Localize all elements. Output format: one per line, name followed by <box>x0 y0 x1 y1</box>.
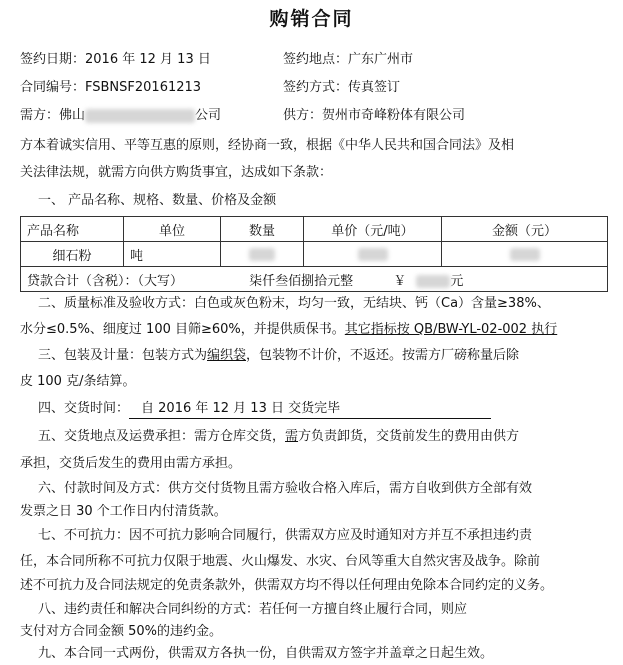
goods-table-header <box>21 217 608 242</box>
sign-method-value: 传真签订 <box>348 80 401 95</box>
seller-label: 供方： <box>283 108 323 123</box>
contract-no-row <box>20 79 201 97</box>
section5-line-1c: 方负责卸货，交货前发生的费用由供方 <box>298 429 520 444</box>
section8-line-2: 支付对方合同金额 50%的违约金。 <box>20 624 223 639</box>
section4-value: 自 2016 年 12 月 13 日 交货完毕 <box>129 400 491 419</box>
section7-line-2: 任，本合同所称不可抗力仅限于地震、火山爆发、水灾、台风等重大自然灾害及战争。除前 <box>20 554 541 569</box>
redacted-buyer-name <box>85 109 195 123</box>
section3-line-2: 皮 100 克/条结算。 <box>20 374 136 389</box>
sign-method-label: 签约方式： <box>283 80 349 95</box>
section2-line-2 <box>20 321 557 339</box>
cell-product-name: 细石粉 <box>21 242 124 267</box>
contract-title: 购销合同 <box>269 8 354 30</box>
section7-line-3: 述不可抗力及合同法规定的免责条款外，供需双方均不得以任何理由免除本合同约定的义务。 <box>20 578 554 593</box>
contract-no-value: FSBNSF20161213 <box>85 80 202 95</box>
goods-table <box>20 216 608 292</box>
redacted-unit-price <box>358 248 388 261</box>
sign-date-value: 2016 年 12 月 13 日 <box>85 52 211 67</box>
contract-no-label: 合同编号： <box>20 80 86 95</box>
section4-line <box>38 400 491 419</box>
buyer-row <box>20 107 221 125</box>
col-quantity: 数量 <box>221 217 304 242</box>
total-cell <box>21 267 608 292</box>
redacted-amount <box>510 248 540 261</box>
section3-line-1a: 三、包装及计量：包装方式为 <box>38 348 208 363</box>
cell-quantity <box>221 242 304 267</box>
total-words: 柒仟叁佰捌拾元整 <box>249 273 354 289</box>
table-row <box>21 242 608 267</box>
total-row <box>21 267 608 292</box>
cell-amount <box>442 242 608 267</box>
seller-row <box>283 107 465 125</box>
cell-unit-price <box>304 242 442 267</box>
seller-value: 贺州市奇峰粉体有限公司 <box>322 108 466 123</box>
col-unit-price: 单价（元/吨） <box>304 217 442 242</box>
section5-line-1 <box>38 428 519 446</box>
section5-line-1a: 五、交货地点及运费承担：需方仓库交货， <box>38 429 286 444</box>
section4-label: 四、交货时间： <box>38 401 130 416</box>
section3-line-1c: ，包装物不计价，不返还。按需方厂磅称量后除 <box>246 348 520 363</box>
total-label: 贷款合计（含税）：（大写） <box>27 273 184 289</box>
buyer-prefix: 佛山 <box>59 108 86 123</box>
intro-line-2: 关法律法规，就需方向供方购货事宜，达成如下条款： <box>20 165 333 180</box>
yuan-suffix: 元 <box>450 273 464 289</box>
section5-line-2: 承担，交货后发生的费用由需方承担。 <box>20 456 242 471</box>
col-unit: 单位 <box>124 217 221 242</box>
sign-place-row <box>283 51 413 69</box>
sign-place-label: 签约地点： <box>283 52 349 67</box>
buyer-label: 需方： <box>20 108 60 123</box>
section2-line-1: 二、质量标准及验收方式：白色或灰色粉末，均匀一致，无结块、钙（Ca）含量≥38%、 <box>38 296 550 311</box>
redacted-quantity <box>249 248 275 261</box>
section9-line-1: 九、本合同一式两份，供需双方各执一份，自供需双方签字并盖章之日起生效。 <box>38 646 494 661</box>
redacted-total-amount <box>416 275 450 288</box>
section7-line-1: 七、不可抗力：因不可抗力影响合同履行，供需双方应及时通知对方并互不承担违约责 <box>38 528 533 543</box>
section2-line-2b: 其它指标按 QB/BW-YL-02-002 执行 <box>344 322 558 337</box>
section6-line-2: 发票之日 30 个工作日内付清货款。 <box>20 504 227 519</box>
section8-line-1: 八、违约责任和解决合同纠纷的方式：若任何一方擅自终止履行合同，则应 <box>38 602 468 617</box>
section3-line-1 <box>38 347 519 365</box>
section1-heading: 一、 产品名称、规格、数量、价格及金额 <box>38 193 277 208</box>
section6-line-1: 六、付款时间及方式：供方交付货物且需方验收合格入库后，需方自收到供方全部有效 <box>38 481 533 496</box>
buyer-suffix: 公司 <box>195 108 222 123</box>
sign-date-label: 签约日期： <box>20 52 86 67</box>
section5-party: 需 <box>285 429 299 444</box>
col-amount: 金额（元） <box>442 217 608 242</box>
col-product-name: 产品名称 <box>21 217 124 242</box>
intro-line-1: 方本着诚实信用、平等互惠的原则，经协商一致，根据《中华人民共和国合同法》及相 <box>20 138 515 153</box>
sign-method-row <box>283 79 400 97</box>
section3-packaging: 编织袋 <box>207 348 247 363</box>
sign-place-value: 广东广州市 <box>348 52 414 67</box>
cell-unit: 吨 <box>124 242 221 267</box>
yuan-symbol: ￥ <box>393 273 407 289</box>
sign-date-row <box>20 51 211 69</box>
section2-line-2a: 水分≤0.5%、细度过 100 目筛≥60%，并提供质保书。 <box>20 322 345 337</box>
